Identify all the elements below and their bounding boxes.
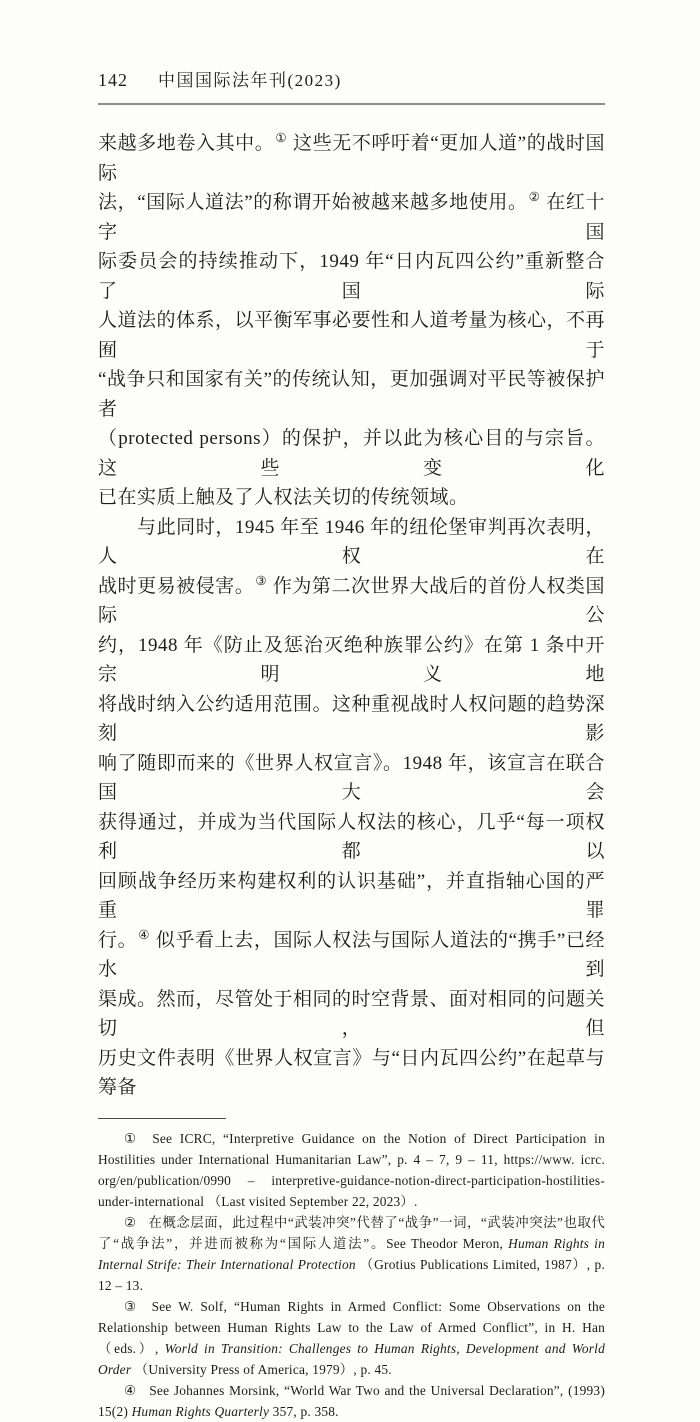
page-header	[98, 0, 605, 91]
body-text-line: 人道法的体系，以平衡军事必要性和人道考量为核心，不再囿于	[98, 310, 606, 361]
body-text-line: “战争只和国家有关”的传统认知，更加强调对平民等被保护者	[98, 369, 605, 420]
body-text-line: 将战时纳入公约适用范围。这种重视战时人权问题的趋势深刻影	[98, 693, 606, 744]
body-text-line: 回顾战争经历来构建权利的认识基础”，并直指轴心国的严重罪	[98, 870, 605, 921]
footnote-text: World in Transition: Challenges to Human Rights, Development and World Order	[98, 1340, 605, 1377]
footnote	[98, 1212, 605, 1296]
body-text-line: （protected persons）的保护，并以此为核心目的与宗旨。这些变化	[98, 428, 605, 479]
body-text	[98, 129, 605, 1103]
footnote-marker: ②	[124, 1214, 137, 1230]
body-text-line: 历史文件表明《世界人权宣言》与“日内瓦四公约”在起草与筹备	[98, 1047, 605, 1098]
footnote-text: Human Rights Quarterly	[131, 1403, 270, 1419]
body-text-line: 约，1948 年《防止及惩治灭绝种族罪公约》在第 1 条中开宗明义地	[98, 634, 605, 685]
page-number: 142	[98, 70, 128, 90]
body-text-line: 法，“国际人道法”的称谓开始被越来越多地使用。② 在红十字国	[98, 190, 605, 243]
footnote-reference: ②	[528, 190, 540, 204]
body-text-line: 战时更易被侵害。③ 作为第二次世界大战后的首份人权类国际公	[98, 573, 605, 626]
footnote-text: （Grotius Publications Limited, 1987）, p. 12 – 13.	[98, 1256, 605, 1293]
footnote	[98, 1296, 605, 1380]
body-text-line: 渠成。然而，尽管处于相同的时空背景、面对相同的问题关切，但	[98, 988, 606, 1039]
body-text-line: 来越多地卷入其中。① 这些无不呼吁着“更加人道”的战时国际	[98, 131, 605, 184]
footnote-text: 在概念层面，此过程中“武装冲突”代替了“战争”一词，“武装冲突法”也取代了“战争法”，并进而被称为“国际人道法”。See Theodor Meron,	[98, 1214, 605, 1251]
body-text-line: 获得通过，并成为当代国际人权法的核心，几乎“每一项权利都以	[98, 811, 605, 862]
footnote-marker: ③	[124, 1298, 140, 1314]
footnote-marker: ①	[124, 1130, 141, 1146]
body-text-line: 行。④ 似乎看上去，国际人权法与国际人道法的“携手”已经水到	[98, 927, 605, 980]
body-text-line: 已在实质上触及了人权法关切的传统领域。	[98, 487, 469, 508]
paragraph	[98, 129, 605, 513]
body-text-line: 际委员会的持续推动下，1949 年“日内瓦四公约”重新整合了国际	[98, 251, 605, 302]
footnote	[98, 1380, 605, 1422]
footnote-text: Human Rights in Internal Strife: Their International Protection	[98, 1235, 605, 1272]
footnote-text: 357, p. 358.	[269, 1403, 339, 1419]
footnote-separator	[98, 1118, 226, 1119]
footnote-reference: ③	[255, 573, 267, 588]
header-rule	[98, 103, 605, 105]
body-text-line: 与此同时，1945 年至 1946 年的纽伦堡审判再次表明，人权在	[98, 516, 605, 567]
footnote-reference: ①	[275, 131, 287, 145]
footnote	[98, 1128, 605, 1212]
footnote-text: See ICRC, “Interpretive Guidance on the Notion of Direct Participation in Hostilities under International Humanitarian Law”, p. 4 – 7, 9 – 11, https://www. icrc. org/en/publication/0990 – interpretive-guidance-notion-direct-participation-hostilities-under-international （Last visited September 22, 2023）.	[98, 1130, 605, 1209]
footnote-reference: ④	[138, 927, 150, 942]
footnote-text: （University Press of America, 1979）, p. 45.	[131, 1361, 392, 1377]
footnote-text: See W. Solf, “Human Rights in Armed Conflict: Some Observations on the Relationship between Human Rights Law to the Law of Armed Conflict”, in H. Han （eds.）,	[98, 1298, 605, 1356]
footnote-list	[98, 1128, 605, 1422]
running-head-title: 中国国际法年刊(2023)	[158, 71, 342, 90]
footnote-text: See Johannes Morsink, “World War Two and the Universal Declaration”, (1993) 15(2)	[98, 1382, 605, 1419]
paragraph	[98, 513, 605, 1103]
footnote-marker: ④	[124, 1382, 138, 1398]
body-text-line: 响了随即而来的《世界人权宣言》。1948 年，该宣言在联合国大会	[98, 752, 605, 803]
